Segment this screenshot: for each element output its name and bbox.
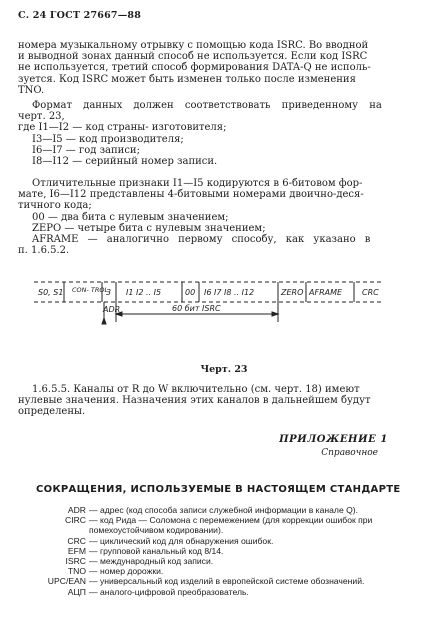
text-line: 1.6.5.5. Каналы от R до W включительно (см. черт. 18) имеют: [32, 384, 360, 395]
abbr-term: ISRC: [65, 556, 86, 567]
cell-i1-i5: I1 I2 .. I5: [126, 288, 162, 297]
abbr-def: — групповой канальный код 8/14.: [89, 545, 224, 556]
text-line: нулевые значения. Назначения этих каналов в дальнейшем будут: [18, 395, 371, 407]
text-line: Формат данных должен соответствовать приведенному на: [32, 100, 382, 111]
abbr-def: — универсальный код изделий в европейской системе обозначений.: [89, 576, 365, 587]
cell-00: 00: [185, 288, 196, 297]
cell-crc: CRC: [362, 288, 379, 297]
abbr-term: TNO: [67, 566, 86, 577]
abbr-row: [18, 576, 428, 586]
text-line: I6—I7 — год записи;: [32, 144, 140, 156]
figure-23: [34, 280, 414, 340]
abbr-def: — международный код записи.: [89, 556, 214, 567]
cell-zero: ZERO: [281, 288, 304, 297]
abbr-def: — аналого-цифровой преобразователь.: [89, 586, 249, 597]
text-line: черт. 23,: [18, 111, 65, 123]
cell-3: 3: [106, 288, 112, 297]
text-line: AFRAME — аналогично первому способу, как указано в: [32, 234, 371, 246]
abbr-term: EFM: [67, 545, 86, 556]
text-line: тичного кода;: [18, 200, 92, 212]
abbr-row: [18, 505, 428, 515]
abbr-def: — номер дорожки.: [89, 566, 164, 577]
format-paragraph: [18, 100, 422, 167]
text-line: I3—I5 — код производителя;: [32, 133, 184, 145]
cell-control: CON- TROL: [72, 286, 109, 294]
intro-paragraph: [18, 40, 422, 96]
text-line: TNO.: [18, 84, 45, 96]
abbr-def: — циклический код для обнаружения ошибок.: [89, 535, 274, 546]
abbreviations-list: [18, 505, 428, 597]
cell-aframe: AFRAME: [309, 288, 343, 297]
text-line: зуется. Код ISRC может быть изменен только после изменения: [18, 73, 356, 85]
text-line: не используется, третий способ формирования DATA-Q не исполь-: [18, 62, 371, 74]
frame-diagram: [34, 280, 414, 340]
cell-s0s1: S0, S1: [38, 288, 64, 297]
text-line: I8—I12 — серийный номер записи.: [32, 156, 218, 168]
section-1655: [18, 384, 422, 418]
appendix-subtitle: Справочное: [321, 448, 378, 458]
page-header: С. 24 ГОСТ 27667—88: [18, 10, 142, 21]
text-line: определены.: [18, 406, 86, 418]
text-line: 00 — два бита с нулевым значением;: [32, 211, 229, 223]
appendix-title: ПРИЛОЖЕНИЕ 1: [279, 434, 388, 445]
abbr-row: [18, 536, 428, 546]
abbr-row: [18, 556, 428, 566]
text-line: и выводной зонах данный способ не используется. Если код ISRC: [18, 51, 368, 63]
text-line: п. 1.6.5.2.: [18, 245, 70, 257]
abbreviations-heading: СОКРАЩЕНИЯ, ИСПОЛЬЗУЕМЫЕ В НАСТОЯЩЕМ СТАНДАРТЕ: [36, 484, 401, 495]
text-line: ZEPO — четыре бита с нулевым значением;: [32, 222, 266, 234]
cell-i6-i12: I6 I7 I8 .. I12: [204, 288, 255, 297]
text-line: мате, I6—I12 представлены 4-битовыми номерами двоично-деся-: [18, 189, 364, 201]
abbr-row: [18, 515, 428, 525]
abbr-term: UPC/EAN: [47, 576, 86, 587]
adr-label: ADR: [103, 305, 121, 314]
abbr-term: АЦП: [67, 586, 86, 597]
abbr-continuation: помехоустойчивом кодировании).: [89, 525, 224, 536]
abbr-def: — код Рида — Соломона с перемежением (для коррекции ошибок при: [89, 515, 373, 526]
abbr-def: — адрес (код способа записи служебной информации в канале Q).: [89, 505, 359, 515]
text-line: Отличительные признаки I1—I5 кодируются в 6-битовом фор-: [32, 178, 363, 189]
bits-label: 60 бит ISRC: [172, 304, 221, 313]
features-paragraph: [18, 178, 422, 256]
text-line: где I1—I2 — код страны- изготовителя;: [18, 122, 227, 134]
abbr-row: [18, 546, 428, 556]
abbr-term: CRC: [67, 535, 86, 546]
abbr-row: [18, 587, 428, 597]
abbr-term: CIRC: [64, 515, 86, 526]
figure-caption: Черт. 23: [200, 364, 248, 375]
abbr-term: ADR: [67, 505, 86, 515]
text-line: номера музыкальному отрывку с помощью кода ISRC. Во вводной: [18, 40, 369, 51]
abbr-row: [18, 566, 428, 576]
